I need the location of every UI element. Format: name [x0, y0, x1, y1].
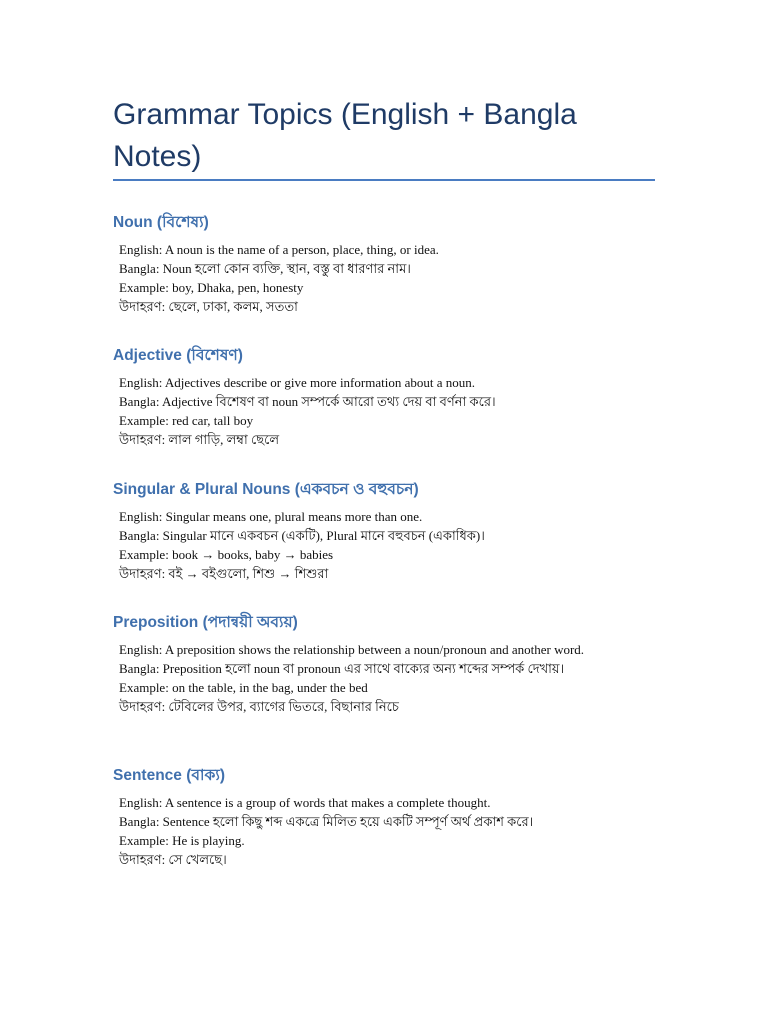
section-heading: Adjective (বিশেষণ)	[113, 347, 243, 364]
section-heading: Sentence (বাক্য)	[113, 767, 226, 784]
example-line: Example: boy, Dhaka, pen, honesty	[119, 280, 304, 295]
section-preposition	[113, 612, 663, 716]
bangla-definition: Bangla: Singular মানে একবচন (একটি), Plural মানে বহুবচন (একাধিক)।	[119, 528, 485, 543]
section-singular-plural	[113, 479, 663, 583]
bangla-example-line: উদাহরণ: লাল গাড়ি, লম্বা ছেলে	[119, 432, 280, 447]
section-adjective	[113, 345, 663, 449]
bangla-definition: Bangla: Sentence হলো কিছু শব্দ একত্রে মিলিত হয়ে একটি সম্পূর্ণ অর্থ প্রকাশ করে।	[119, 814, 534, 829]
english-definition: English: Singular means one, plural means more than one.	[119, 509, 423, 524]
english-definition: English: A preposition shows the relationship between a noun/pronoun and another word.	[119, 642, 585, 657]
bangla-example-line: উদাহরণ: টেবিলের উপর, ব্যাগের ভিতরে, বিছানার নিচে	[119, 699, 399, 714]
bangla-example-line: উদাহরণ: বই → বইগুলো, শিশু → শিশুরা	[119, 566, 329, 581]
example-line: Example: on the table, in the bag, under the bed	[119, 680, 368, 695]
bangla-example-line: উদাহরণ: সে খেলছে।	[119, 852, 227, 867]
example-line: Example: He is playing.	[119, 833, 245, 848]
section-heading: Preposition (পদান্বয়ী অব্যয়)	[113, 614, 298, 631]
english-definition: English: A sentence is a group of words that makes a complete thought.	[119, 795, 491, 810]
english-definition: English: Adjectives describe or give more information about a noun.	[119, 375, 475, 390]
bangla-definition: Bangla: Noun হলো কোন ব্যক্তি, স্থান, বস্তু বা ধারণার নাম।	[119, 261, 411, 276]
section-heading: Noun (বিশেষ্য)	[113, 214, 209, 231]
section-noun	[113, 212, 663, 316]
bangla-definition: Bangla: Preposition হলো noun বা pronoun এর সাথে বাক্যের অন্য শব্দের সম্পর্ক দেখায়।	[119, 661, 565, 676]
section-sentence	[113, 765, 663, 869]
page-title: Grammar Topics (English + Bangla Notes)	[113, 98, 577, 173]
bangla-example-line: উদাহরণ: ছেলে, ঢাকা, কলম, সততা	[119, 299, 298, 314]
example-line: Example: red car, tall boy	[119, 413, 254, 428]
english-definition: English: A noun is the name of a person, place, thing, or idea.	[119, 242, 439, 257]
bangla-definition: Bangla: Adjective বিশেষণ বা noun সম্পর্কে আরো তথ্য দেয় বা বর্ণনা করে।	[119, 394, 496, 409]
section-heading: Singular & Plural Nouns (একবচন ও বহুবচন)	[113, 481, 419, 498]
example-line: Example: book → books, baby → babies	[119, 547, 334, 562]
title-divider	[113, 179, 655, 181]
